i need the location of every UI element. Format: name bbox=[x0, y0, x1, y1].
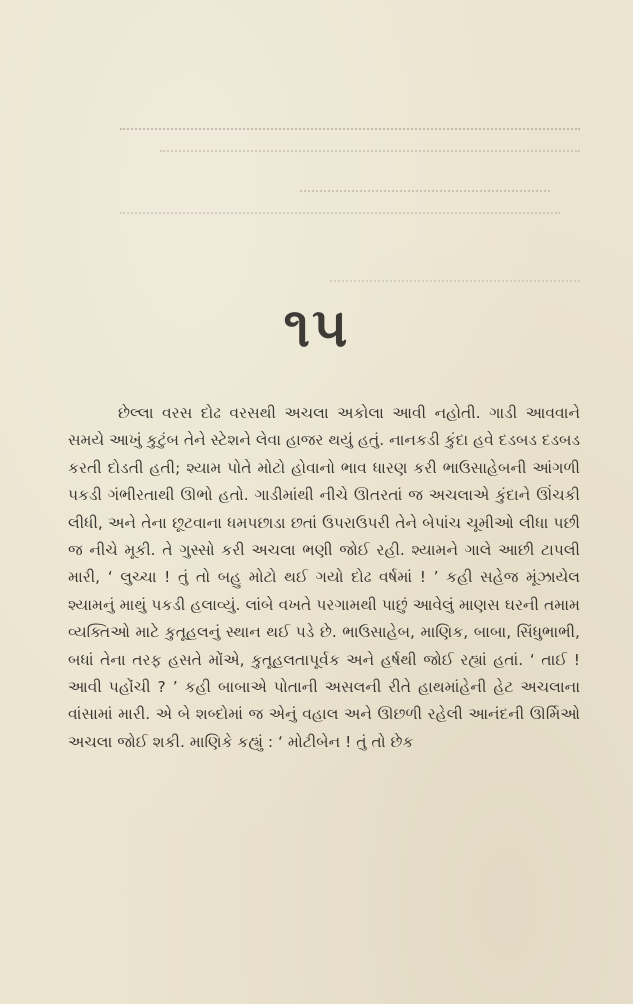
show-through-text-line bbox=[120, 212, 560, 216]
show-through-text-line bbox=[330, 280, 580, 284]
chapter-number: ૧૫ bbox=[283, 295, 350, 359]
body-paragraph: છેલ્લા વરસ દોઢ વરસથી અચલા અકોલા આવી નહોતી. ગાડી આવવાને સમયે આખું કુટુંબ તેને સ્ટેશને લેવા હાજર થયું હતું. નાનકડી કુંદા હવે દડબડ દડબડ કરતી દોડતી હતી; શ્યામ પોતે મોટો હોવાનો ભાવ ધારણ કરી ભાઉસાહેબની આંગળી પકડી ગંભીરતાથી ઊભો હતો. ગાડીમાંથી નીચે ઊતરતાં જ અચલાએ કુંદાને ઊંચકી લીધી, અને તેના છૂટવાના ધમપછાડા છતાં ઉપરાઉપરી તેને બેપાંચ ચૂમીઓ લીધા પછી જ નીચે મૂકી. તે ગુસ્સો કરી અચલા ભણી જોઈ રહી. શ્યામને ગાલે આછી ટાપલી મારી, ‘ લુચ્ચા ! તું તો બહુ મોટો થઈ ગયો દોઢ વર્ષમાં ! ’ કહી સહેજ મૂંઝાયેલ શ્યામનું માથું પકડી હલાવ્યું. લાંબે વખતે પરગામથી પાછું આવેલું માણસ ઘરની તમામ વ્યક્તિઓ માટે કુતૂહલનું સ્થાન થઈ પડે છે. ભાઉસાહેબ, માણિક, બાબા, સિંધુભાભી, બધાં તેના તરફ હસતે મોંએ, કુતૂહલતાપૂર્વક અને હર્ષથી જોઈ રહ્યાં હતાં. ‘ તાઈ ! આવી પહોંચી ? ’ કહી બાબાએ પોતાની અસલની રીતે હાથમાંહેની હેટ અચલાના વાંસામાં મારી. એ બે શબ્દોમાં જ એનું વહાલ અને ઊછળી રહેલી આનંદની ઊર્મિઓ અચલા જોઈ શકી. માણિકે કહ્યું : ‘ મોટીબેન ! તું તો છેક bbox=[68, 404, 580, 751]
show-through-text-line bbox=[300, 190, 550, 194]
show-through-text-line bbox=[120, 128, 580, 132]
show-through-text-line bbox=[160, 150, 580, 154]
